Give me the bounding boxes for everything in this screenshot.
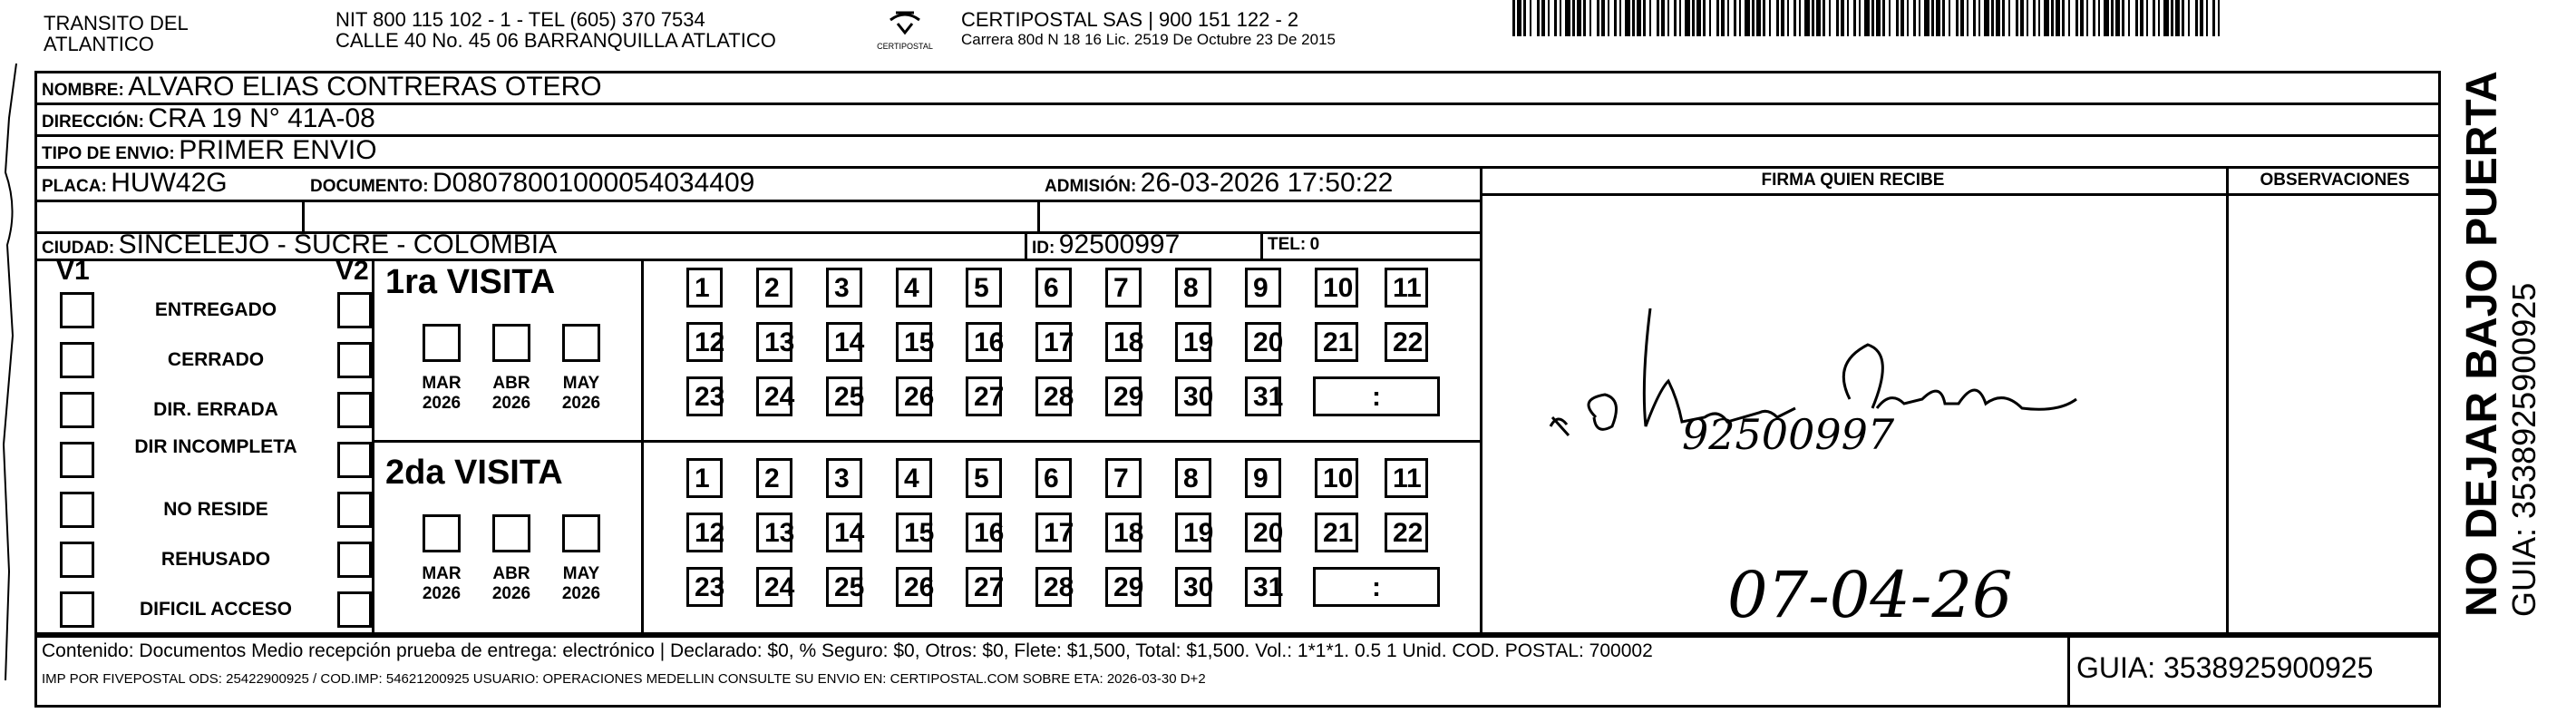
barcode-bar (1841, 0, 1844, 36)
barcode-bar (1787, 0, 1789, 36)
day-checkbox[interactable]: 15 (896, 513, 932, 552)
footer-guia: GUIA: 3538925900925 (2076, 651, 2374, 684)
admision-field (1045, 167, 1393, 204)
v1-checkbox[interactable] (60, 542, 94, 578)
day-checkbox[interactable]: 31 (1245, 376, 1281, 416)
day-checkbox[interactable]: 31 (1245, 567, 1281, 607)
barcode-bar (1734, 0, 1736, 36)
day-checkbox[interactable]: 8 (1175, 268, 1211, 308)
tel-value: 0 (1309, 235, 1320, 254)
status-label: NO RESIDE (163, 499, 268, 520)
barcode-bar (1931, 0, 1934, 36)
barcode-bar (2056, 0, 2060, 36)
day-checkbox[interactable]: 4 (896, 458, 932, 498)
barcode-bar (1745, 0, 1750, 36)
barcode-bar (1565, 0, 1570, 36)
id-label: ID: (1032, 239, 1055, 258)
barcode-bar (1625, 0, 1630, 36)
barcode-bar (2175, 0, 2180, 36)
rule (34, 134, 2441, 137)
barcode-bar (2104, 0, 2109, 36)
barcode-bar (1859, 0, 1861, 36)
side-warning: NO DEJAR BAJO PUERTA (2458, 71, 2506, 617)
day-checkbox[interactable]: 30 (1175, 376, 1211, 416)
month-checkbox[interactable] (492, 514, 530, 552)
barcode-bar (2080, 0, 2084, 36)
barcode-bar (1679, 0, 1681, 36)
barcode-bar (2171, 0, 2173, 36)
v2-checkbox[interactable] (337, 342, 372, 378)
barcode-bar (1632, 0, 1635, 36)
firma-header: FIRMA QUIEN RECIBE (1761, 171, 1945, 190)
barcode-bar (2016, 0, 2018, 36)
direccion-label: DIRECCIÓN: (42, 112, 144, 132)
barcode-bar (2038, 0, 2040, 36)
barcode-bar (1907, 0, 1909, 36)
barcode-bar (1560, 0, 1561, 36)
ciudad-value: SINCELEJO - SUCRE - COLOMBIA (118, 230, 558, 259)
day-checkbox[interactable]: 21 (1315, 513, 1358, 552)
barcode-bar (1649, 0, 1651, 36)
barcode-bar (1685, 0, 1690, 36)
barcode-bar (1942, 0, 1945, 36)
col-rule (1260, 231, 1263, 259)
barcode-bar (1548, 0, 1550, 36)
day-checkbox[interactable]: 22 (1385, 513, 1428, 552)
barcode-bar (2093, 0, 2095, 36)
status-label: CERRADO (167, 349, 265, 370)
barcode-bar (2008, 0, 2010, 36)
barcode-bar (2218, 0, 2220, 36)
barcode-bar (1577, 0, 1581, 36)
org-line-2: ATLANTICO (44, 33, 154, 55)
col-rule (1025, 231, 1027, 259)
signature-area (1487, 272, 2221, 635)
barcode-bar (1816, 0, 1821, 36)
barcode-bar (1973, 0, 1976, 36)
margin-mark (0, 63, 25, 680)
day-checkbox[interactable]: 12 (686, 322, 723, 362)
barcode-bar (1643, 0, 1646, 36)
barcode-bar (1597, 0, 1599, 36)
placa-label: PLACA: (42, 177, 107, 196)
day-checkbox[interactable]: 13 (756, 322, 792, 362)
barcode-bar (1876, 0, 1881, 36)
day-checkbox[interactable]: 25 (826, 376, 862, 416)
barcode-bar (2044, 0, 2049, 36)
observaciones-header: OBSERVACIONES (2260, 171, 2410, 190)
day-checkbox[interactable]: 27 (966, 376, 1002, 416)
day-checkbox[interactable]: 14 (826, 513, 862, 552)
v2-checkbox[interactable] (337, 292, 372, 328)
status-label: DIFICIL ACCESO (139, 599, 292, 620)
footer-meta: IMP POR FIVEPOSTAL ODS: 25422900925 / COD.IMP: 54621200925 USUARIO: OPERACIONES MEDELLIN CONSULTE SU ENVIO EN: CERTIPOSTAL.COM SOBRE ETA: 2026-03-30 D+2 (42, 671, 1206, 687)
day-checkbox[interactable]: 13 (756, 513, 792, 552)
barcode-bar (1756, 0, 1761, 36)
day-checkbox[interactable]: 29 (1105, 567, 1142, 607)
barcode-bar (1709, 0, 1711, 36)
month-label: MAR 2026 (422, 564, 462, 603)
address-line: CALLE 40 No. 45 06 BARRANQUILLA ATLATICO (335, 29, 776, 52)
day-checkbox[interactable]: 26 (896, 567, 932, 607)
barcode-bar (1614, 0, 1617, 36)
barcode-bar (1572, 0, 1575, 36)
month-label: ABR 2026 (491, 564, 531, 603)
ciudad-field (42, 229, 557, 266)
barcode-bar (1721, 0, 1725, 36)
v2-checkbox[interactable] (337, 442, 372, 478)
barcode-bar (1984, 0, 1989, 36)
col-rule (1480, 166, 1482, 635)
col-rule (1037, 200, 1040, 231)
day-checkbox[interactable]: 25 (826, 567, 862, 607)
day-checkbox[interactable]: 19 (1175, 513, 1211, 552)
barcode-bar (1967, 0, 1968, 36)
barcode-bar (1991, 0, 1994, 36)
month-checkbox[interactable] (562, 324, 600, 362)
barcode-bar (1896, 0, 1899, 36)
day-checkbox[interactable]: 9 (1245, 458, 1281, 498)
v2-checkbox[interactable] (337, 392, 372, 428)
v1-checkbox[interactable] (60, 292, 94, 328)
admision-value: 26-03-2026 17:50:22 (1140, 168, 1394, 198)
day-checkbox[interactable]: 19 (1175, 322, 1211, 362)
v1-checkbox[interactable] (60, 442, 94, 478)
barcode-bar (2182, 0, 2184, 36)
day-checkbox[interactable]: 15 (896, 322, 932, 362)
col-rule (302, 200, 305, 231)
time-field[interactable]: : (1313, 376, 1440, 416)
nombre-label: NOMBRE: (42, 81, 124, 100)
placa-field (42, 167, 228, 204)
ciudad-label: CIUDAD: (42, 239, 115, 258)
id-value: 92500997 (1058, 230, 1181, 259)
barcode-bar (2020, 0, 2024, 36)
tipo-value: PRIMER ENVIO (179, 135, 377, 165)
day-checkbox[interactable]: 4 (896, 268, 932, 308)
barcode-bar (1608, 0, 1609, 36)
barcode-bar (1696, 0, 1701, 36)
day-checkbox[interactable]: 3 (826, 268, 862, 308)
tipo-label: TIPO DE ENVIO: (42, 144, 175, 163)
barcode-bar (2122, 0, 2124, 36)
barcode-bar (1781, 0, 1784, 36)
tel-label: TEL: (1268, 235, 1307, 254)
direccion-value: CRA 19 N° 41A-08 (148, 103, 375, 133)
second-visit-label: 2da VISITA (385, 454, 563, 492)
day-checkbox[interactable]: 18 (1105, 513, 1142, 552)
org-line-1: TRANSITO DEL (44, 12, 189, 34)
barcode-bar (1900, 0, 1904, 36)
tel-field (1268, 229, 1319, 262)
barcode-bar (1812, 0, 1814, 36)
certipostal-logo-icon (869, 7, 941, 53)
barcode-bar (1996, 0, 2000, 36)
v1-label: V1 (56, 256, 90, 286)
barcode-bar (1871, 0, 1874, 36)
day-checkbox[interactable]: 16 (966, 322, 1002, 362)
time-field[interactable]: : (1313, 567, 1440, 607)
day-checkbox[interactable]: 9 (1245, 268, 1281, 308)
day-checkbox[interactable]: 21 (1315, 322, 1358, 362)
barcode-bar (1667, 0, 1669, 36)
barcode-bar (1776, 0, 1779, 36)
barcode-bar (1530, 0, 1531, 36)
barcode-bar (2051, 0, 2054, 36)
day-checkbox[interactable]: 28 (1035, 567, 1072, 607)
barcode-bar (1703, 0, 1706, 36)
barcode-bar (2163, 0, 2169, 36)
barcode-bar (2086, 0, 2088, 36)
barcode-bar (2158, 0, 2160, 36)
barcode-bar (2075, 0, 2078, 36)
barcode-bar (1823, 0, 1825, 36)
day-checkbox[interactable]: 24 (756, 376, 792, 416)
v2-label: V2 (335, 256, 369, 286)
col-rule (641, 259, 644, 635)
nombre-value: ALVARO ELIAS CONTRERAS OTERO (128, 72, 602, 102)
day-checkbox[interactable]: 17 (1035, 322, 1072, 362)
barcode-bar (1853, 0, 1856, 36)
org-contact (335, 9, 776, 51)
tipo-field (42, 134, 377, 171)
day-checkbox[interactable]: 2 (756, 458, 792, 498)
barcode-bar (2128, 0, 2130, 36)
placa-value: HUW42G (111, 168, 228, 198)
barcode-bar (2068, 0, 2070, 36)
barcode-bar (2062, 0, 2065, 36)
barcode-bar (1956, 0, 1959, 36)
barcode-bar (1847, 0, 1849, 36)
col-rule (372, 259, 374, 635)
first-visit-label: 1ra VISITA (385, 263, 556, 301)
documento-label: DOCUMENTO: (310, 177, 429, 196)
svg-text:07-04-26: 07-04-26 (1727, 558, 2013, 632)
barcode-bar (2033, 0, 2036, 36)
barcode-bar (2098, 0, 2100, 36)
day-checkbox[interactable]: 18 (1105, 322, 1142, 362)
day-checkbox[interactable]: 27 (966, 567, 1002, 607)
barcode-bar (1960, 0, 1964, 36)
svg-text:92500997: 92500997 (1682, 410, 1895, 459)
day-checkbox[interactable]: 28 (1035, 376, 1072, 416)
month-label: MAR 2026 (422, 374, 462, 413)
day-checkbox[interactable]: 20 (1245, 513, 1281, 552)
day-checkbox[interactable]: 8 (1175, 458, 1211, 498)
day-checkbox[interactable]: 22 (1385, 322, 1428, 362)
barcode-bar (1913, 0, 1916, 36)
day-checkbox[interactable]: 20 (1245, 322, 1281, 362)
barcode-bar (1517, 0, 1521, 36)
footer-content: Contenido: Documentos Medio recepción prueba de entrega: electrónico | Declarado: $0, % Seguro: $0, Otros: $0, Flete: $1,500, Total: $1,500. Vol.: 1*1*1. 0.5 1 Unid. COD. POSTAL: 700002 (42, 640, 1653, 661)
barcode-bar (1601, 0, 1605, 36)
barcode-bar (1583, 0, 1586, 36)
month-checkbox[interactable] (562, 514, 600, 552)
day-checkbox[interactable]: 7 (1105, 458, 1142, 498)
barcode-bar (1793, 0, 1796, 36)
day-checkbox[interactable]: 24 (756, 567, 792, 607)
side-guia: GUIA: 3538925900925 (2505, 282, 2542, 617)
day-checkbox[interactable]: 11 (1385, 268, 1428, 308)
month-label: MAY 2026 (561, 374, 601, 413)
barcode-bar (1716, 0, 1719, 36)
barcode-bar (1882, 0, 1885, 36)
org-name (44, 13, 189, 54)
v1-checkbox[interactable] (60, 591, 94, 628)
side-text (2458, 71, 2559, 617)
id-field (1032, 229, 1180, 266)
barcode-bar (2212, 0, 2215, 36)
day-checkbox[interactable]: 11 (1385, 458, 1428, 498)
day-checkbox[interactable]: 6 (1035, 458, 1072, 498)
documento-field (310, 167, 754, 204)
month-checkbox[interactable] (492, 324, 530, 362)
day-checkbox[interactable]: 23 (686, 376, 723, 416)
barcode-bar (2146, 0, 2148, 36)
day-checkbox[interactable]: 5 (966, 268, 1002, 308)
day-checkbox[interactable]: 29 (1105, 376, 1142, 416)
barcode-bar (1637, 0, 1641, 36)
month-checkbox[interactable] (423, 514, 461, 552)
day-checkbox[interactable]: 17 (1035, 513, 1072, 552)
barcode-bar (2195, 0, 2198, 36)
barcode-bar (1692, 0, 1695, 36)
barcode-bar (1661, 0, 1665, 36)
barcode-bar (1919, 0, 1920, 36)
barcode-bar (2200, 0, 2203, 36)
svg-text:CERTIPOSTAL: CERTIPOSTAL (877, 42, 933, 51)
barcode-bar (1804, 0, 1810, 36)
barcode-bar (1924, 0, 1930, 36)
barcode-bar (1512, 0, 1515, 36)
barcode-bar (2188, 0, 2190, 36)
day-checkbox[interactable]: 14 (826, 322, 862, 362)
barcode-bar (2115, 0, 2120, 36)
barcode-bar (2206, 0, 2208, 36)
v1-checkbox[interactable] (60, 492, 94, 528)
day-checkbox[interactable]: 2 (756, 268, 792, 308)
day-checkbox[interactable]: 26 (896, 376, 932, 416)
documento-value: D08078001000054034409 (433, 168, 755, 198)
barcode-bar (1949, 0, 1950, 36)
col-rule (2067, 635, 2070, 708)
day-checkbox[interactable]: 23 (686, 567, 723, 607)
company-line: CERTIPOSTAL SAS | 900 151 122 - 2 (961, 8, 1299, 31)
barcode-bar (2140, 0, 2143, 36)
v1-checkbox[interactable] (60, 342, 94, 378)
barcode-bar (1589, 0, 1591, 36)
month-label: ABR 2026 (491, 374, 531, 413)
status-label: REHUSADO (160, 549, 271, 570)
barcode-bar (1864, 0, 1870, 36)
barcode-bar (2153, 0, 2155, 36)
status-label: DIR. ERRADA (153, 399, 278, 420)
barcode-bar (1619, 0, 1621, 36)
day-checkbox[interactable]: 7 (1105, 268, 1142, 308)
barcode-bar (2135, 0, 2138, 36)
day-checkbox[interactable]: 12 (686, 513, 723, 552)
rule (372, 440, 1480, 443)
barcode-bar (1752, 0, 1755, 36)
barcode-bar (1739, 0, 1741, 36)
barcode-bar (1889, 0, 1891, 36)
barcode-bar (1763, 0, 1765, 36)
day-checkbox[interactable]: 30 (1175, 567, 1211, 607)
status-label: ENTREGADO (154, 299, 277, 320)
v1-checkbox[interactable] (60, 392, 94, 428)
barcode-bar (1978, 0, 1980, 36)
day-checkbox[interactable]: 1 (686, 268, 723, 308)
barcode-bar (1537, 0, 1540, 36)
barcode-bar (1541, 0, 1545, 36)
day-checkbox[interactable]: 5 (966, 458, 1002, 498)
day-checkbox[interactable]: 6 (1035, 268, 1072, 308)
barcode-bar (1829, 0, 1831, 36)
v2-checkbox[interactable] (337, 591, 372, 628)
month-checkbox[interactable] (423, 324, 461, 362)
barcode-bar (2111, 0, 2114, 36)
barcode-bar (1836, 0, 1839, 36)
day-checkbox[interactable]: 16 (966, 513, 1002, 552)
company-sub: Carrera 80d N 18 16 Lic. 2519 De Octubre 23 De 2015 (961, 31, 1336, 48)
v2-checkbox[interactable] (337, 542, 372, 578)
barcode-bar (1936, 0, 1940, 36)
barcode (1512, 0, 2224, 36)
day-checkbox[interactable]: 10 (1315, 458, 1358, 498)
nit-line: NIT 800 115 102 - 1 - TEL (605) 370 7534 (335, 8, 705, 31)
day-checkbox[interactable]: 3 (826, 458, 862, 498)
barcode-bar (1799, 0, 1801, 36)
barcode-bar (2027, 0, 2028, 36)
month-label: MAY 2026 (561, 564, 601, 603)
barcode-bar (1674, 0, 1677, 36)
v2-checkbox[interactable] (337, 492, 372, 528)
col-rule (2226, 166, 2229, 635)
barcode-bar (1657, 0, 1659, 36)
company-info (961, 9, 1336, 50)
barcode-bar (1727, 0, 1729, 36)
barcode-bar (1554, 0, 1557, 36)
barcode-bar (2002, 0, 2005, 36)
status-label: DIR INCOMPLETA (134, 436, 297, 457)
barcode-bar (1769, 0, 1771, 36)
admision-label: ADMISIÓN: (1045, 177, 1137, 196)
barcode-bar (1523, 0, 1526, 36)
day-checkbox[interactable]: 10 (1315, 268, 1358, 308)
day-checkbox[interactable]: 1 (686, 458, 723, 498)
